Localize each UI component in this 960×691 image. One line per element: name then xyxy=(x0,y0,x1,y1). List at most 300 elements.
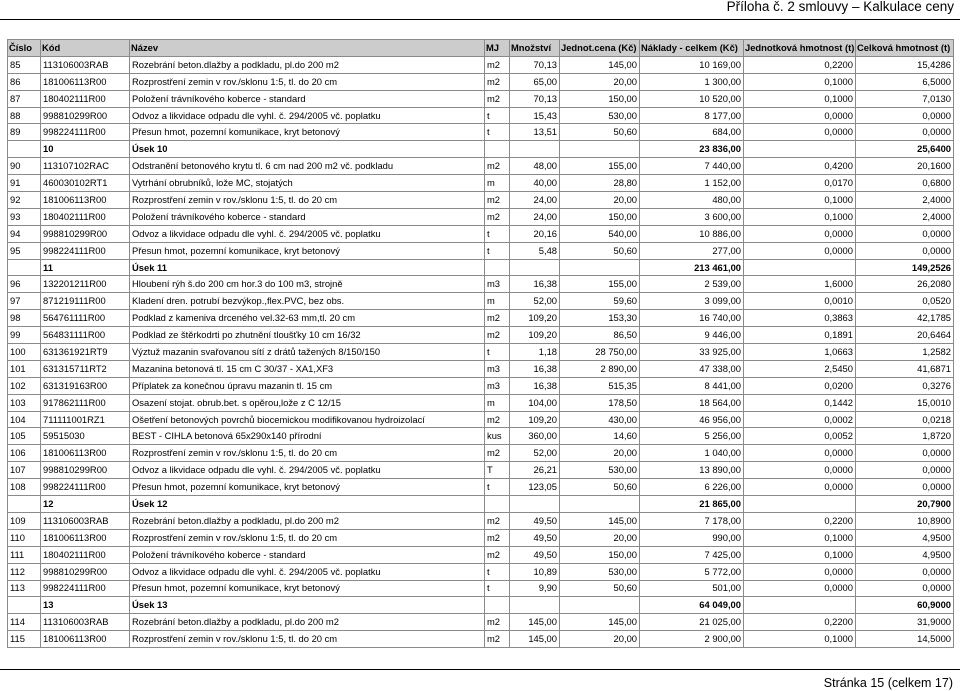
cell-unit-price: 155,00 xyxy=(560,158,640,175)
cell-number: 91 xyxy=(8,175,41,192)
table-row xyxy=(8,529,954,546)
cell-code: 13 xyxy=(41,597,130,614)
footer-divider xyxy=(0,669,960,670)
cell-number: 107 xyxy=(8,462,41,479)
cell-quantity: 20,16 xyxy=(510,225,560,242)
cell-total-weight: 0,0000 xyxy=(856,563,954,580)
cell-unit-weight: 0,3863 xyxy=(744,310,856,327)
cell-name: Rozebrání beton.dlažby a podkladu, pl.do 200 m2 xyxy=(130,56,485,73)
cell-total-cost: 21 025,00 xyxy=(640,614,744,631)
document-header-title: Příloha č. 2 smlouvy – Kalkulace ceny xyxy=(726,0,954,14)
table-row xyxy=(8,327,954,344)
table-row xyxy=(8,225,954,242)
cell-quantity: 24,00 xyxy=(510,192,560,209)
cell-code: 998810299R00 xyxy=(41,107,130,124)
cell-unit-weight: 0,1000 xyxy=(744,546,856,563)
cell-unit: T xyxy=(485,462,510,479)
cell-unit-price: 20,00 xyxy=(560,529,640,546)
cell-name: Rozprostření zemin v rov./sklonu 1:5, tl. do 20 cm xyxy=(130,529,485,546)
cell-code: 180402111R00 xyxy=(41,208,130,225)
cell-total-weight: 20,1600 xyxy=(856,158,954,175)
cell-unit-price: 178,50 xyxy=(560,394,640,411)
cell-unit-weight: 0,1000 xyxy=(744,529,856,546)
cell-number: 102 xyxy=(8,377,41,394)
cell-unit: m xyxy=(485,175,510,192)
table-row xyxy=(8,360,954,377)
cell-unit: m3 xyxy=(485,377,510,394)
cell-unit: t xyxy=(485,225,510,242)
cell-unit: m2 xyxy=(485,192,510,209)
cell-unit-price: 20,00 xyxy=(560,73,640,90)
cell-name: Rozprostření zemin v rov./sklonu 1:5, tl. do 20 cm xyxy=(130,631,485,648)
cell-unit-price: 28,80 xyxy=(560,175,640,192)
cell-total-cost: 3 600,00 xyxy=(640,208,744,225)
cell-number: 108 xyxy=(8,479,41,496)
table-row xyxy=(8,73,954,90)
cell-total-weight: 4,9500 xyxy=(856,529,954,546)
table-row xyxy=(8,377,954,394)
cell-unit-weight: 0,2200 xyxy=(744,614,856,631)
cell-code: 181006113R00 xyxy=(41,631,130,648)
cell-unit-weight xyxy=(744,496,856,513)
cell-total-weight: 0,0218 xyxy=(856,411,954,428)
cell-unit-weight: 1,6000 xyxy=(744,276,856,293)
column-header-unit: MJ xyxy=(485,40,510,57)
cell-total-cost: 8 441,00 xyxy=(640,377,744,394)
cell-total-weight: 31,9000 xyxy=(856,614,954,631)
table-row xyxy=(8,192,954,209)
cell-name: Příplatek za konečnou úpravu mazanin tl. 15 cm xyxy=(130,377,485,394)
cell-number: 101 xyxy=(8,360,41,377)
cell-total-weight: 14,5000 xyxy=(856,631,954,648)
column-header-quantity: Množství xyxy=(510,40,560,57)
cell-number: 110 xyxy=(8,529,41,546)
cell-quantity: 70,13 xyxy=(510,56,560,73)
cell-unit: m2 xyxy=(485,614,510,631)
cell-quantity: 52,00 xyxy=(510,293,560,310)
cell-number: 90 xyxy=(8,158,41,175)
cell-total-cost: 13 890,00 xyxy=(640,462,744,479)
cell-number: 95 xyxy=(8,242,41,259)
cell-total-weight: 10,8900 xyxy=(856,512,954,529)
cell-total-cost: 1 300,00 xyxy=(640,73,744,90)
cell-code: 631319163R00 xyxy=(41,377,130,394)
cell-total-cost: 33 925,00 xyxy=(640,344,744,361)
cell-quantity: 16,38 xyxy=(510,377,560,394)
cell-unit: t xyxy=(485,344,510,361)
cell-code: 631361921RT9 xyxy=(41,344,130,361)
cell-total-weight: 0,0000 xyxy=(856,462,954,479)
cell-unit-price: 150,00 xyxy=(560,208,640,225)
cell-unit-price: 14,60 xyxy=(560,428,640,445)
cell-total-weight: 60,9000 xyxy=(856,597,954,614)
cell-total-weight: 42,1785 xyxy=(856,310,954,327)
cell-name: Rozprostření zemin v rov./sklonu 1:5, tl. do 20 cm xyxy=(130,192,485,209)
cell-quantity: 26,21 xyxy=(510,462,560,479)
cell-total-cost: 7 425,00 xyxy=(640,546,744,563)
table-row xyxy=(8,293,954,310)
cell-unit-weight: 0,0000 xyxy=(744,225,856,242)
cell-name: Výztuž mazanin svařovanou sítí z drátů tažených 8/150/150 xyxy=(130,344,485,361)
table-row xyxy=(8,394,954,411)
cell-quantity xyxy=(510,259,560,276)
cell-number: 93 xyxy=(8,208,41,225)
cell-total-cost: 277,00 xyxy=(640,242,744,259)
cell-quantity: 1,18 xyxy=(510,344,560,361)
cell-code: 871219111R00 xyxy=(41,293,130,310)
cell-quantity: 52,00 xyxy=(510,445,560,462)
cell-total-weight: 0,3276 xyxy=(856,377,954,394)
table-row xyxy=(8,107,954,124)
cell-number: 112 xyxy=(8,563,41,580)
cell-name: Rozprostření zemin v rov./sklonu 1:5, tl. do 20 cm xyxy=(130,73,485,90)
cell-unit-price: 430,00 xyxy=(560,411,640,428)
cell-name: Podklad ze štěrkodrti po zhutnění tloušťky 10 cm 16/32 xyxy=(130,327,485,344)
cell-unit: m2 xyxy=(485,310,510,327)
cell-unit-weight: 0,0000 xyxy=(744,479,856,496)
cell-unit-weight: 0,0000 xyxy=(744,107,856,124)
cell-unit-weight: 2,5450 xyxy=(744,360,856,377)
cell-quantity: 16,38 xyxy=(510,276,560,293)
cell-total-cost: 18 564,00 xyxy=(640,394,744,411)
cell-code: 12 xyxy=(41,496,130,513)
cell-total-weight: 25,6400 xyxy=(856,141,954,158)
cell-number: 92 xyxy=(8,192,41,209)
cell-quantity: 15,43 xyxy=(510,107,560,124)
table-row xyxy=(8,479,954,496)
cell-code: 998810299R00 xyxy=(41,563,130,580)
cell-code: 132201211R00 xyxy=(41,276,130,293)
cell-total-cost: 7 440,00 xyxy=(640,158,744,175)
cell-code: 998810299R00 xyxy=(41,225,130,242)
cell-name: Ošetření betonových povrchů biocemickou modifikovanou hydroizolací xyxy=(130,411,485,428)
cell-code: 998224111R00 xyxy=(41,479,130,496)
column-header-unit-price: Jednot.cena (Kč) xyxy=(560,40,640,57)
cell-unit: m2 xyxy=(485,90,510,107)
cell-number: 86 xyxy=(8,73,41,90)
cell-quantity: 109,20 xyxy=(510,327,560,344)
table-row xyxy=(8,90,954,107)
table-row xyxy=(8,546,954,563)
cell-code: 564831111R00 xyxy=(41,327,130,344)
cell-name: Vytrhání obrubníků, lože MC, stojatých xyxy=(130,175,485,192)
cell-unit-price: 59,60 xyxy=(560,293,640,310)
cell-unit xyxy=(485,496,510,513)
cell-unit: t xyxy=(485,580,510,597)
cell-total-weight: 0,0520 xyxy=(856,293,954,310)
cell-total-cost: 10 520,00 xyxy=(640,90,744,107)
cell-unit-weight: 0,2200 xyxy=(744,512,856,529)
cell-unit-price: 28 750,00 xyxy=(560,344,640,361)
cell-total-cost: 64 049,00 xyxy=(640,597,744,614)
table-row xyxy=(8,175,954,192)
cell-number: 94 xyxy=(8,225,41,242)
cell-name: Úsek 10 xyxy=(130,141,485,158)
cell-name: Položení trávníkového koberce - standard xyxy=(130,546,485,563)
cell-unit-price: 50,60 xyxy=(560,242,640,259)
cell-number xyxy=(8,597,41,614)
cell-quantity: 24,00 xyxy=(510,208,560,225)
cell-quantity xyxy=(510,141,560,158)
cell-unit-weight: 0,1000 xyxy=(744,90,856,107)
cell-name: Odvoz a likvidace odpadu dle vyhl. č. 294/2005 vč. poplatku xyxy=(130,107,485,124)
cell-number: 100 xyxy=(8,344,41,361)
cell-code: 10 xyxy=(41,141,130,158)
cell-code: 59515030 xyxy=(41,428,130,445)
cell-quantity: 40,00 xyxy=(510,175,560,192)
cell-unit-price: 50,60 xyxy=(560,124,640,141)
cell-total-cost: 7 178,00 xyxy=(640,512,744,529)
cell-unit: t xyxy=(485,479,510,496)
table-row xyxy=(8,344,954,361)
cell-number: 114 xyxy=(8,614,41,631)
cell-unit: t xyxy=(485,124,510,141)
cell-unit-price: 530,00 xyxy=(560,563,640,580)
cell-name: Odvoz a likvidace odpadu dle vyhl. č. 294/2005 vč. poplatku xyxy=(130,462,485,479)
cell-unit-weight: 0,0052 xyxy=(744,428,856,445)
cell-total-cost: 480,00 xyxy=(640,192,744,209)
cell-total-weight: 0,0000 xyxy=(856,445,954,462)
cell-code: 564761111R00 xyxy=(41,310,130,327)
column-header-code: Kód xyxy=(41,40,130,57)
table-row xyxy=(8,208,954,225)
cell-number: 106 xyxy=(8,445,41,462)
cell-unit-price: 145,00 xyxy=(560,614,640,631)
cell-quantity: 13,51 xyxy=(510,124,560,141)
cell-unit: t xyxy=(485,242,510,259)
cell-name: Položení trávníkového koberce - standard xyxy=(130,90,485,107)
cell-unit: m2 xyxy=(485,327,510,344)
cell-quantity: 48,00 xyxy=(510,158,560,175)
cell-total-cost: 5 256,00 xyxy=(640,428,744,445)
cell-quantity: 109,20 xyxy=(510,310,560,327)
cell-code: 180402111R00 xyxy=(41,546,130,563)
cell-unit: m2 xyxy=(485,56,510,73)
cell-number: 103 xyxy=(8,394,41,411)
cell-code: 11 xyxy=(41,259,130,276)
section-summary-row xyxy=(8,496,954,513)
cell-name: BEST - CIHLA betonová 65x290x140 přírodní xyxy=(130,428,485,445)
cell-quantity: 9,90 xyxy=(510,580,560,597)
cell-quantity: 5,48 xyxy=(510,242,560,259)
cell-unit-weight: 0,1000 xyxy=(744,192,856,209)
table-row xyxy=(8,614,954,631)
table-row xyxy=(8,310,954,327)
cell-total-cost: 10 169,00 xyxy=(640,56,744,73)
cell-unit-price: 86,50 xyxy=(560,327,640,344)
cell-number: 99 xyxy=(8,327,41,344)
cell-unit-price: 150,00 xyxy=(560,90,640,107)
cell-number: 89 xyxy=(8,124,41,141)
cell-code: 460030102RT1 xyxy=(41,175,130,192)
cell-total-cost: 501,00 xyxy=(640,580,744,597)
cell-unit-weight: 0,2200 xyxy=(744,56,856,73)
cell-total-cost: 5 772,00 xyxy=(640,563,744,580)
cell-unit: m2 xyxy=(485,546,510,563)
cell-total-weight: 0,6800 xyxy=(856,175,954,192)
cell-total-cost: 21 865,00 xyxy=(640,496,744,513)
section-summary-row xyxy=(8,141,954,158)
cell-unit-weight: 0,1442 xyxy=(744,394,856,411)
cell-number: 87 xyxy=(8,90,41,107)
cell-total-cost: 990,00 xyxy=(640,529,744,546)
cell-total-cost: 6 226,00 xyxy=(640,479,744,496)
cell-total-weight: 20,6464 xyxy=(856,327,954,344)
cell-unit-price: 155,00 xyxy=(560,276,640,293)
cell-total-weight: 149,2526 xyxy=(856,259,954,276)
cell-quantity: 16,38 xyxy=(510,360,560,377)
cell-unit-price xyxy=(560,259,640,276)
cell-quantity: 360,00 xyxy=(510,428,560,445)
cell-unit-price: 150,00 xyxy=(560,546,640,563)
cell-name: Hloubení rýh š.do 200 cm hor.3 do 100 m3, strojně xyxy=(130,276,485,293)
table-row xyxy=(8,462,954,479)
column-header-name: Název xyxy=(130,40,485,57)
cell-number xyxy=(8,141,41,158)
cell-total-cost: 1 152,00 xyxy=(640,175,744,192)
cell-unit-price: 2 890,00 xyxy=(560,360,640,377)
cell-total-weight: 1,8720 xyxy=(856,428,954,445)
cell-number: 115 xyxy=(8,631,41,648)
cell-name: Osazení stojat. obrub.bet. s opěrou,lože z C 12/15 xyxy=(130,394,485,411)
cell-unit: t xyxy=(485,563,510,580)
cell-unit-weight: 0,0010 xyxy=(744,293,856,310)
cell-unit-price: 145,00 xyxy=(560,512,640,529)
cell-total-cost: 2 900,00 xyxy=(640,631,744,648)
cell-unit-weight: 0,1891 xyxy=(744,327,856,344)
cell-total-cost: 47 338,00 xyxy=(640,360,744,377)
cell-quantity: 104,00 xyxy=(510,394,560,411)
cell-unit xyxy=(485,259,510,276)
table-row xyxy=(8,580,954,597)
section-summary-row xyxy=(8,259,954,276)
calculation-table xyxy=(7,39,954,648)
section-summary-row xyxy=(8,597,954,614)
cell-unit: m2 xyxy=(485,208,510,225)
cell-quantity: 65,00 xyxy=(510,73,560,90)
cell-total-weight: 26,2080 xyxy=(856,276,954,293)
cell-number: 109 xyxy=(8,512,41,529)
cell-number xyxy=(8,496,41,513)
table-row xyxy=(8,276,954,293)
page-number: Stránka 15 (celkem 17) xyxy=(823,676,953,690)
cell-total-weight: 0,0000 xyxy=(856,479,954,496)
cell-code: 631315711RT2 xyxy=(41,360,130,377)
cell-number: 104 xyxy=(8,411,41,428)
cell-total-weight: 4,9500 xyxy=(856,546,954,563)
cell-unit: m xyxy=(485,293,510,310)
cell-total-cost: 684,00 xyxy=(640,124,744,141)
cell-total-cost: 2 539,00 xyxy=(640,276,744,293)
cell-name: Rozebrání beton.dlažby a podkladu, pl.do 200 m2 xyxy=(130,614,485,631)
cell-quantity: 70,13 xyxy=(510,90,560,107)
cell-unit-weight xyxy=(744,597,856,614)
cell-total-weight: 7,0130 xyxy=(856,90,954,107)
cell-name: Mazanina betonová tl. 15 cm C 30/37 - XA1,XF3 xyxy=(130,360,485,377)
cell-total-weight: 20,7900 xyxy=(856,496,954,513)
cell-unit: m2 xyxy=(485,411,510,428)
cell-unit: m2 xyxy=(485,512,510,529)
column-header-total-cost: Náklady - celkem (Kč) xyxy=(640,40,744,57)
cell-unit-weight: 0,0200 xyxy=(744,377,856,394)
cell-total-weight: 0,0000 xyxy=(856,242,954,259)
cell-unit-price: 530,00 xyxy=(560,462,640,479)
cell-name: Odvoz a likvidace odpadu dle vyhl. č. 294/2005 vč. poplatku xyxy=(130,225,485,242)
cell-unit-price: 20,00 xyxy=(560,445,640,462)
cell-code: 998224111R00 xyxy=(41,242,130,259)
cell-unit-weight: 0,0000 xyxy=(744,580,856,597)
cell-code: 113106003RAB xyxy=(41,56,130,73)
cell-total-weight: 6,5000 xyxy=(856,73,954,90)
cell-code: 711111001RZ1 xyxy=(41,411,130,428)
cell-unit-price xyxy=(560,597,640,614)
cell-unit: t xyxy=(485,107,510,124)
cell-quantity: 10,89 xyxy=(510,563,560,580)
cell-unit: m3 xyxy=(485,360,510,377)
cell-code: 180402111R00 xyxy=(41,90,130,107)
table-row xyxy=(8,242,954,259)
cell-unit-price: 145,00 xyxy=(560,56,640,73)
cell-number: 97 xyxy=(8,293,41,310)
cell-unit-weight xyxy=(744,141,856,158)
cell-unit-weight: 0,1000 xyxy=(744,631,856,648)
cell-code: 181006113R00 xyxy=(41,529,130,546)
cell-total-cost: 46 956,00 xyxy=(640,411,744,428)
cell-unit-weight xyxy=(744,259,856,276)
cell-code: 181006113R00 xyxy=(41,445,130,462)
cell-number: 113 xyxy=(8,580,41,597)
table-row xyxy=(8,445,954,462)
column-header-number: Číslo xyxy=(8,40,41,57)
cell-name: Úsek 12 xyxy=(130,496,485,513)
cell-unit-price: 530,00 xyxy=(560,107,640,124)
cell-unit-price: 540,00 xyxy=(560,225,640,242)
cell-number xyxy=(8,259,41,276)
cell-unit-weight: 0,0000 xyxy=(744,563,856,580)
cell-total-cost: 16 740,00 xyxy=(640,310,744,327)
cell-total-weight: 0,0000 xyxy=(856,107,954,124)
cell-unit: kus xyxy=(485,428,510,445)
cell-unit-weight: 0,4200 xyxy=(744,158,856,175)
cell-number: 111 xyxy=(8,546,41,563)
cell-number: 105 xyxy=(8,428,41,445)
cell-code: 181006113R00 xyxy=(41,192,130,209)
cell-name: Úsek 11 xyxy=(130,259,485,276)
cell-unit-weight: 0,0000 xyxy=(744,462,856,479)
table-row xyxy=(8,124,954,141)
cell-total-weight: 0,0000 xyxy=(856,225,954,242)
cell-number: 96 xyxy=(8,276,41,293)
cell-total-cost: 10 886,00 xyxy=(640,225,744,242)
cell-unit-weight: 0,0002 xyxy=(744,411,856,428)
cell-unit: m2 xyxy=(485,158,510,175)
cell-unit-weight: 0,0170 xyxy=(744,175,856,192)
cell-number: 88 xyxy=(8,107,41,124)
cell-code: 113106003RAB xyxy=(41,614,130,631)
cell-unit-weight: 0,0000 xyxy=(744,445,856,462)
cell-quantity: 123,05 xyxy=(510,479,560,496)
cell-unit-price xyxy=(560,141,640,158)
cell-total-weight: 1,2582 xyxy=(856,344,954,361)
cell-quantity: 49,50 xyxy=(510,512,560,529)
cell-unit: m2 xyxy=(485,445,510,462)
table-row xyxy=(8,158,954,175)
cell-unit: m xyxy=(485,394,510,411)
cell-name: Odvoz a likvidace odpadu dle vyhl. č. 294/2005 vč. poplatku xyxy=(130,563,485,580)
table-row xyxy=(8,56,954,73)
cell-unit: m2 xyxy=(485,529,510,546)
table-row xyxy=(8,428,954,445)
